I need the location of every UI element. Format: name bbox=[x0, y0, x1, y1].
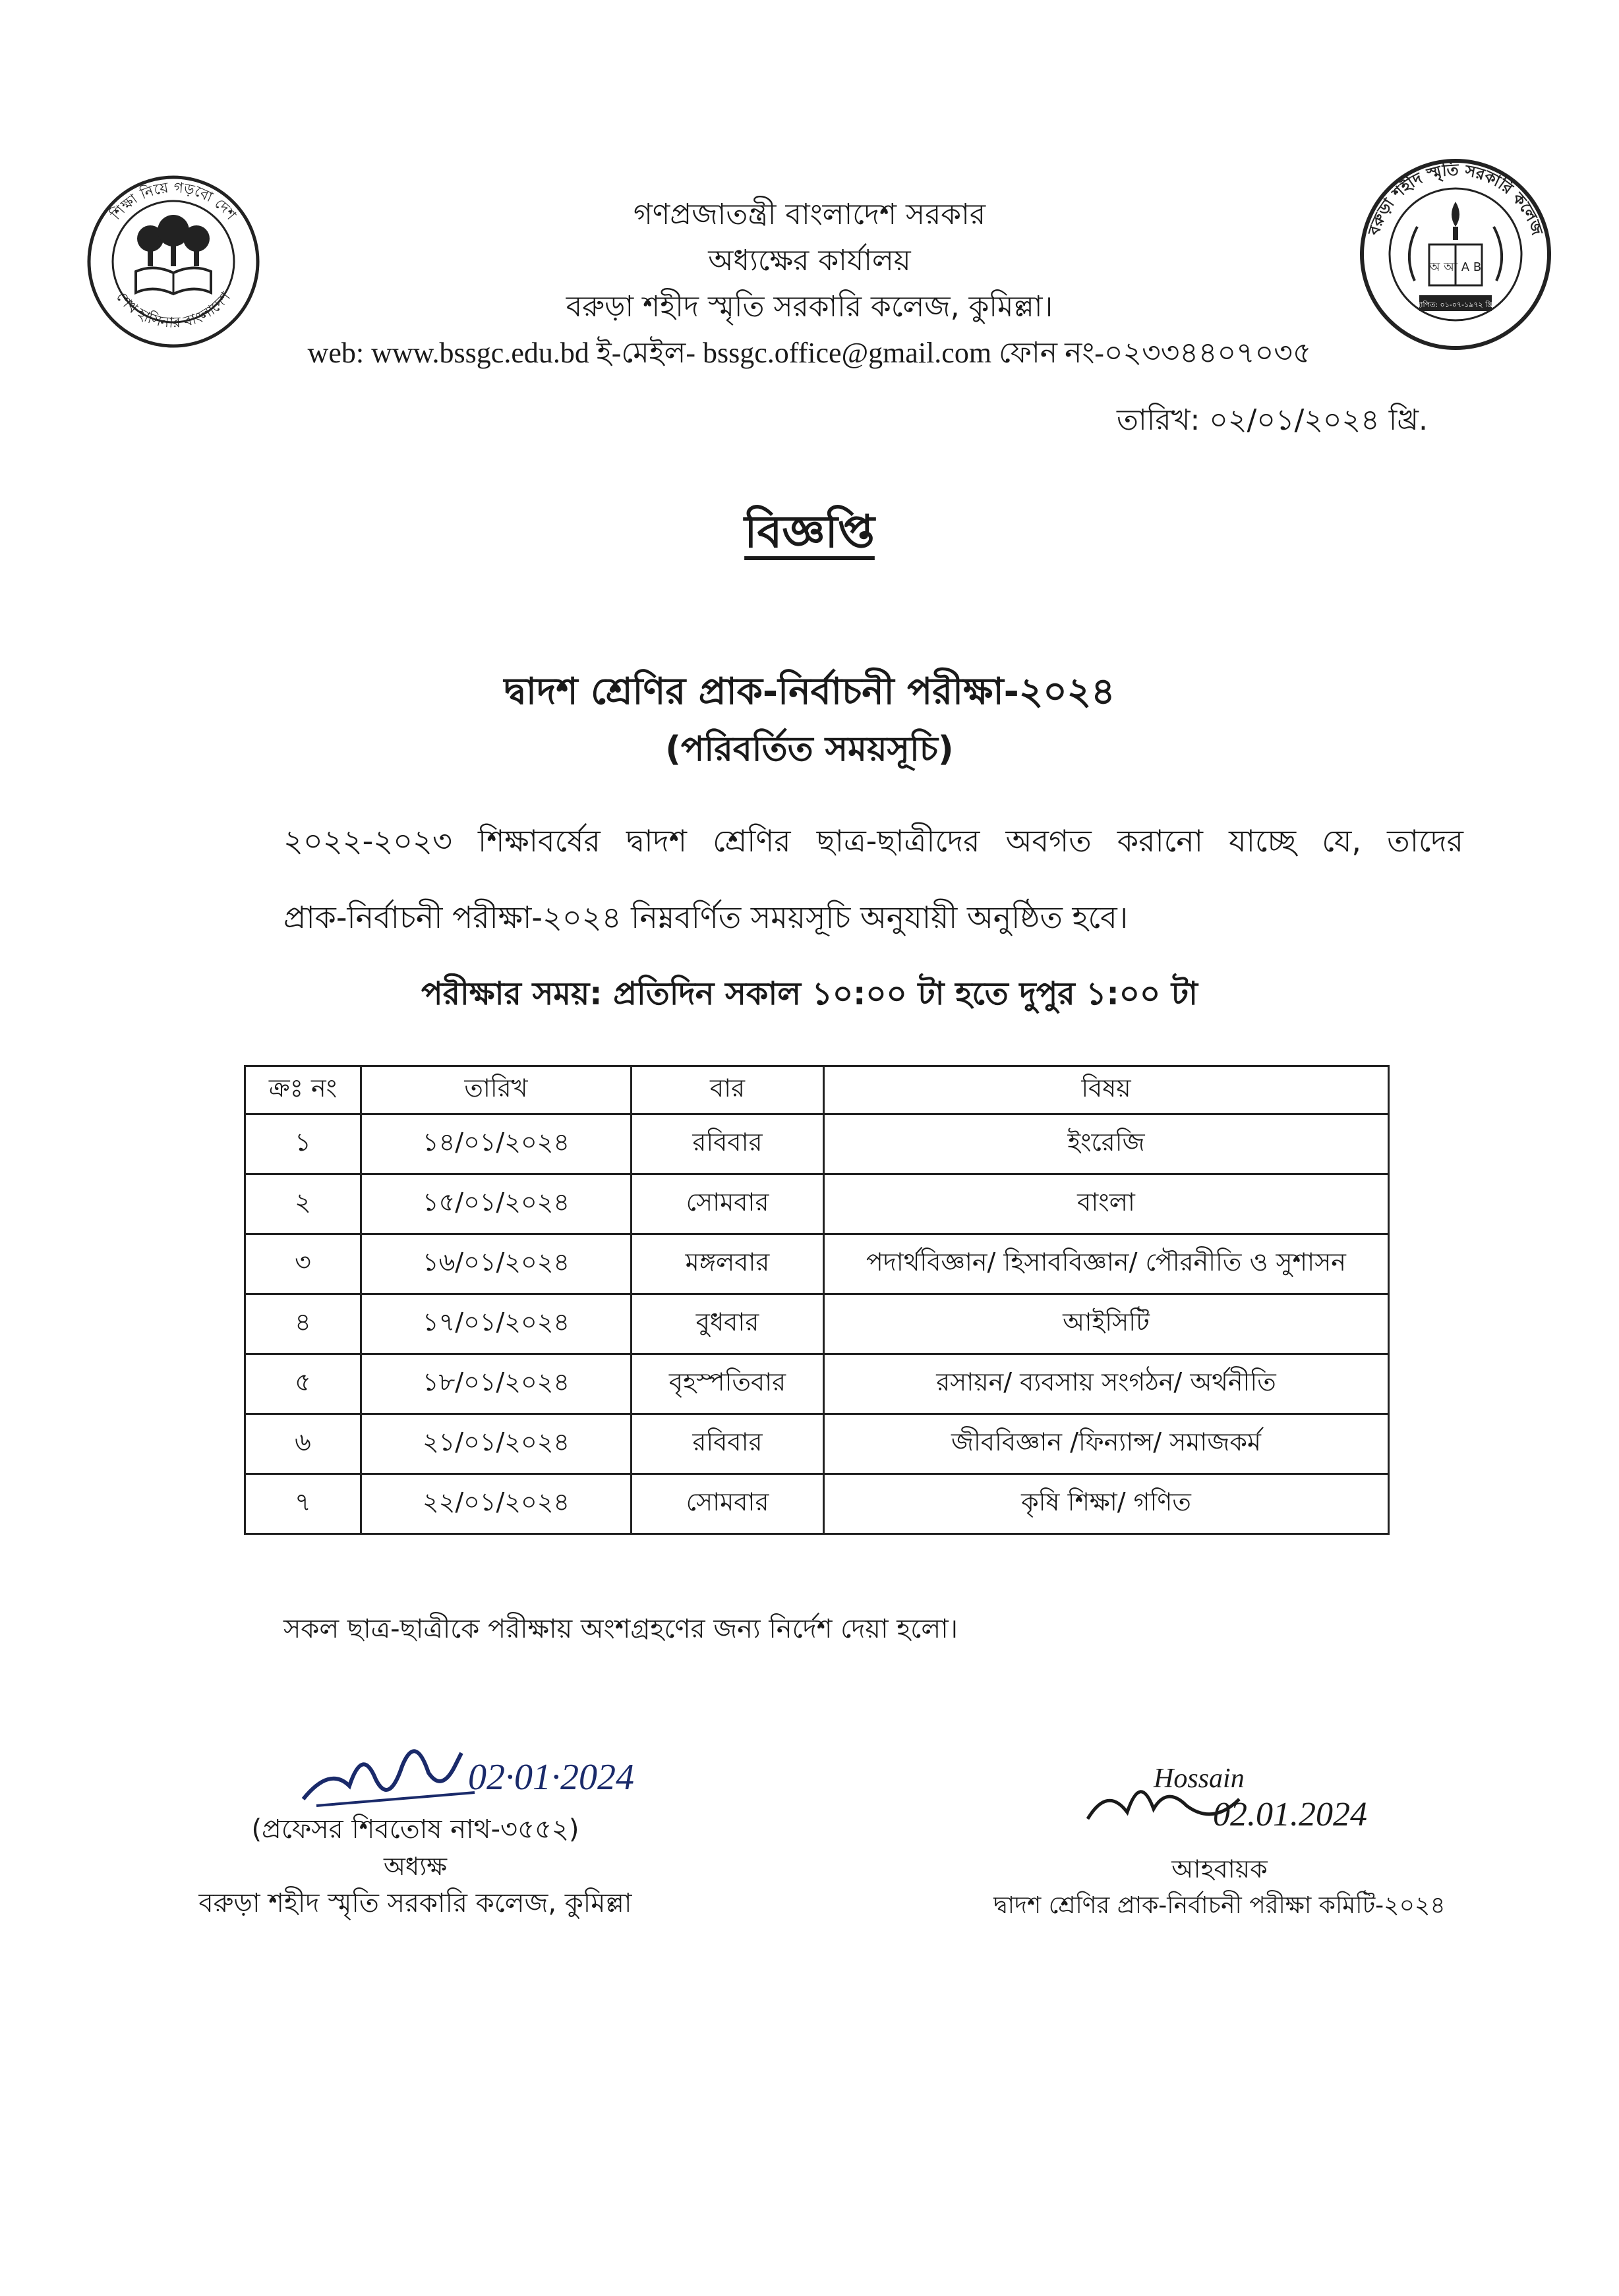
header-line-3: বরুড়া শহীদ স্মৃতি সরকারি কলেজ, কুমিল্লা। bbox=[566, 290, 1053, 324]
cell-subject: পদার্থবিজ্ঞান/ হিসাববিজ্ঞান/ পৌরনীতি ও সুশাসন bbox=[824, 1234, 1389, 1294]
instruction-text: সকল ছাত্র-ছাত্রীকে পরীক্ষায় অংশগ্রহণের জন্য নির্দেশ দেয়া হলো। bbox=[283, 1614, 958, 1644]
right-signer-committee: দ্বাদশ শ্রেণির প্রাক-নির্বাচনী পরীক্ষা কমিটি-২০২৪ bbox=[993, 1892, 1446, 1919]
intro-paragraph bbox=[283, 803, 1463, 956]
table-row bbox=[245, 1414, 1389, 1474]
exam-schedule-table bbox=[244, 1065, 1390, 1535]
table-row bbox=[245, 1114, 1389, 1174]
cell-serial: ৪ bbox=[245, 1294, 361, 1354]
left-signer-designation: অধ্যক্ষ bbox=[383, 1852, 447, 1881]
header-day: বার bbox=[632, 1066, 824, 1114]
intro-line-2: প্রাক-নির্বাচনী পরীক্ষা-২০২৪ নিম্নবর্ণিত সময়সূচি অনুযায়ী অনুষ্ঠিত হবে। bbox=[283, 900, 1129, 935]
cell-day: সোমবার bbox=[632, 1174, 824, 1234]
cell-date: ১৪/০১/২০২৪ bbox=[361, 1114, 632, 1174]
left-signature-date: 02·01·2024 bbox=[468, 1757, 634, 1798]
header-date: তারিখ bbox=[361, 1066, 632, 1114]
exam-subtitle: (পরিবর্তিত সময়সূচি) bbox=[665, 730, 954, 769]
cell-day: বৃহস্পতিবার bbox=[632, 1354, 824, 1414]
cell-date: ১৬/০১/২০২৪ bbox=[361, 1234, 632, 1294]
cell-date: ২২/০১/২০২৪ bbox=[361, 1474, 632, 1534]
notice-date: তারিখ: ০২/০১/২০২৪ খ্রি. bbox=[1117, 403, 1428, 437]
header-serial: ক্রঃ নং bbox=[245, 1066, 361, 1114]
cell-day: সোমবার bbox=[632, 1474, 824, 1534]
cell-subject: কৃষি শিক্ষা/ গণিত bbox=[824, 1474, 1389, 1534]
cell-serial: ৭ bbox=[245, 1474, 361, 1534]
left-seal-bottom-text: শেখ হাসিনার বাংলাদেশ bbox=[112, 289, 235, 332]
cell-subject: আইসিটি bbox=[824, 1294, 1389, 1354]
header-line-1: গণপ্রজাতন্ত্রী বাংলাদেশ সরকার bbox=[633, 198, 986, 231]
cell-date: ১৭/০১/২০২৪ bbox=[361, 1294, 632, 1354]
cell-serial: ৫ bbox=[245, 1354, 361, 1414]
left-signer-name: (প্রফেসর শিবতোষ নাথ-৩৫৫২) bbox=[251, 1814, 579, 1845]
cell-subject: ইংরেজি bbox=[824, 1114, 1389, 1174]
table-row bbox=[245, 1294, 1389, 1354]
right-signature-block bbox=[923, 1851, 1516, 1924]
right-handwritten-signature bbox=[1081, 1746, 1450, 1845]
table-header-row bbox=[245, 1066, 1389, 1114]
left-seal-top-text: শিক্ষা নিয়ে গড়বো দেশ bbox=[107, 179, 239, 223]
left-signature-block bbox=[145, 1811, 686, 1922]
cell-serial: ২ bbox=[245, 1174, 361, 1234]
right-signature-name: Hossain bbox=[1154, 1764, 1245, 1794]
header-subject: বিষয় bbox=[824, 1066, 1389, 1114]
cell-serial: ৬ bbox=[245, 1414, 361, 1474]
cell-date: ১৮/০১/২০২৪ bbox=[361, 1354, 632, 1414]
left-signer-institution: বরুড়া শহীদ স্মৃতি সরকারি কলেজ, কুমিল্লা bbox=[198, 1888, 632, 1918]
table-row bbox=[245, 1174, 1389, 1234]
table-row bbox=[245, 1474, 1389, 1534]
cell-day: বুধবার bbox=[632, 1294, 824, 1354]
exam-time: পরীক্ষার সময়: প্রতিদিন সকাল ১০:০০ টা হতে দুপুর ১:০০ টা bbox=[421, 975, 1198, 1012]
right-seal-book-letters: অ আ A B bbox=[1429, 260, 1482, 274]
right-seal-ring-text: বরুড়া শহীদ স্মৃতি সরকারি কলেজ bbox=[1364, 160, 1547, 238]
right-seal-established: স্থাপিত: ০১-০৭-১৯৭২ খ্রি. bbox=[1416, 301, 1495, 309]
intro-line-1: ২০২২-২০২৩ শিক্ষাবর্ষের দ্বাদশ শ্রেণির ছাত্র-ছাত্রীদের অবগত করানো যাচ্ছে যে, তাদের bbox=[283, 823, 1463, 859]
table-row bbox=[245, 1234, 1389, 1294]
cell-subject: জীববিজ্ঞান /ফিন্যান্স/ সমাজকর্ম bbox=[824, 1414, 1389, 1474]
cell-day: রবিবার bbox=[632, 1414, 824, 1474]
notice-title-text: বিজ্ঞপ্তি bbox=[744, 506, 875, 558]
left-handwritten-signature bbox=[290, 1727, 712, 1819]
cell-date: ১৫/০১/২০২৪ bbox=[361, 1174, 632, 1234]
header-web-contact: web: www.bssgc.edu.bd ই-মেইল- bssgc.office@gmail.com ফোন নং-০২৩৩৪৪০৭০৩৫ bbox=[307, 337, 1312, 369]
right-signature-date: 02.01.2024 bbox=[1213, 1796, 1367, 1833]
cell-day: রবিবার bbox=[632, 1114, 824, 1174]
cell-subject: রসায়ন/ ব্যবসায় সংগঠন/ অর্থনীতি bbox=[824, 1354, 1389, 1414]
cell-subject: বাংলা bbox=[824, 1174, 1389, 1234]
exam-title: দ্বাদশ শ্রেণির প্রাক-নির্বাচনী পরীক্ষা-২০২৪ bbox=[504, 670, 1115, 713]
notice-title bbox=[0, 497, 1619, 572]
table-row bbox=[245, 1354, 1389, 1414]
right-signer-designation: আহবায়ক bbox=[1171, 1854, 1268, 1883]
cell-serial: ১ bbox=[245, 1114, 361, 1174]
header-line-2: অধ্যক্ষের কার্যালয় bbox=[708, 244, 911, 277]
cell-date: ২১/০১/২০২৪ bbox=[361, 1414, 632, 1474]
cell-day: মঙ্গলবার bbox=[632, 1234, 824, 1294]
cell-serial: ৩ bbox=[245, 1234, 361, 1294]
